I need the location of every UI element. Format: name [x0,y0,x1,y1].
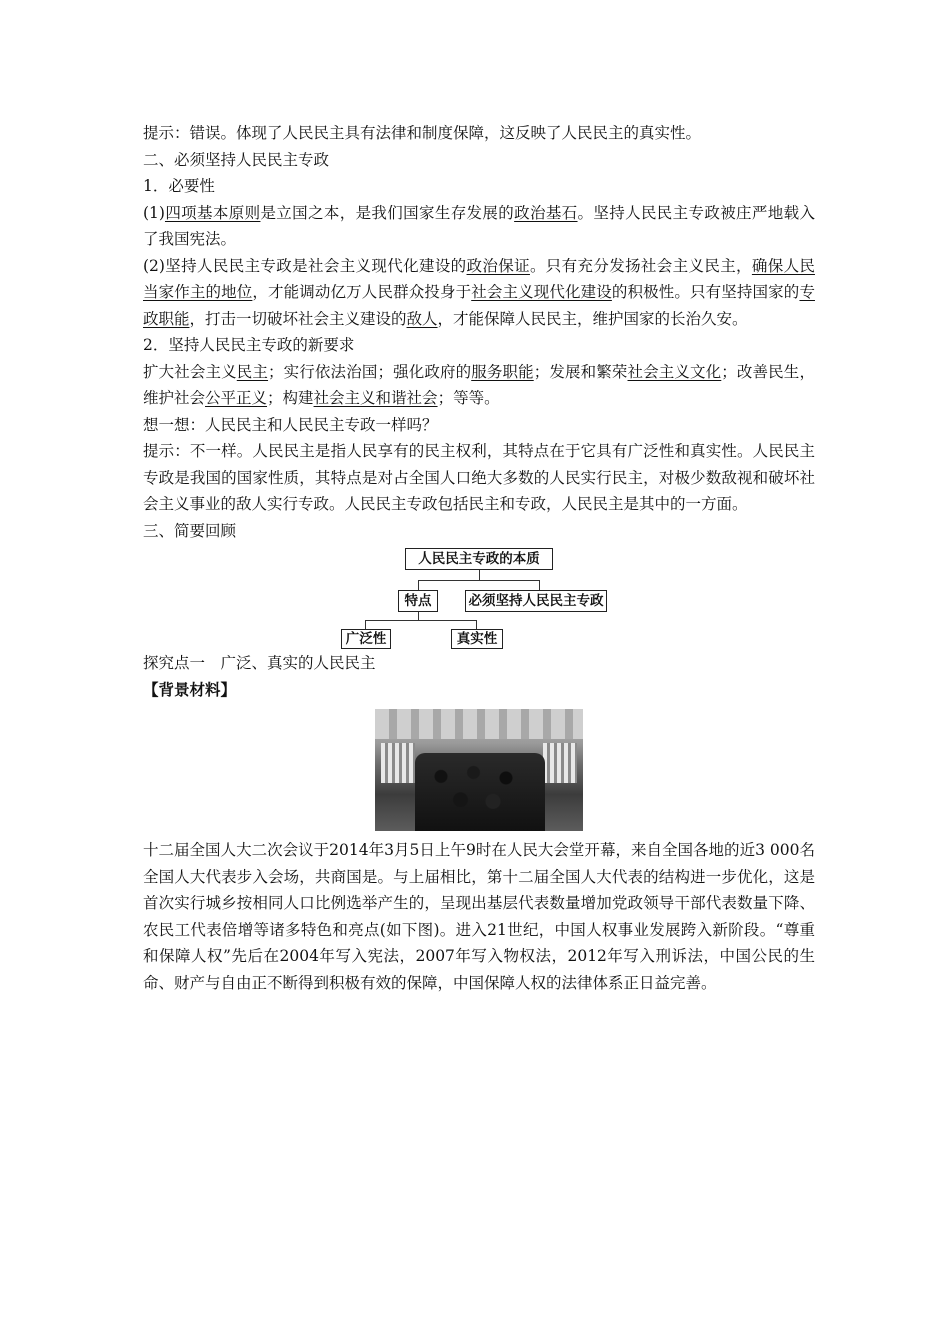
connector [476,620,477,629]
review-diagram [143,544,815,648]
hint-paragraph-1: 提示：错误。体现了人民民主具有法律和制度保障，这反映了人民民主的真实性。 [143,124,702,142]
photo-honor-guard-left [381,743,415,783]
photo-deputies [415,753,545,831]
photo-building [375,709,583,739]
connector [365,620,477,621]
connector [479,570,480,580]
diagram-leaf-real: 真实性 [451,629,503,649]
photo-honor-guard-right [543,743,577,783]
congress-photo [375,709,583,831]
connector [365,620,366,629]
hint-paragraph-2: 提示：不一样。人民民主是指人民享有的民主权利，其特点在于它具有广泛性和真实性。人民民主专政是我国的国家性质，其特点是对占全国人口绝大多数的人民实行民主，对极少数敌视和破坏社会主义事业的敌人实行专政。人民民主专政包括民主和专政，人民民主是其中的一方面。 [143,442,815,513]
diagram-root: 人民民主专政的本质 [405,548,553,570]
paragraph-necessity-2: (2)坚持人民民主专政是社会主义现代化建设的政治保证。只有充分发扬社会主义民主，确保人民当家作主的地位，才能调动亿万人民群众投身于社会主义现代化建设的积极性。只有坚持国家的专政职能，打击一切破坏社会主义建设的敌人，才能保障人民民主，维护国家的长治久安。 [143,256,815,328]
connector [418,580,419,590]
connector [539,580,540,590]
diagram-leaf-broad: 广泛性 [341,629,391,649]
subheading-necessity: 1．必要性 [143,177,215,195]
section-heading-3: 三、简要回顾 [143,521,237,540]
paragraph-new-requirements: 扩大社会主义民主；实行依法治国；强化政府的服务职能；发展和繁荣社会主义文化；改善民生，维护社会公平正义；构建社会主义和谐社会；等等。 [143,362,815,407]
diagram-node-features: 特点 [398,590,438,612]
connector [418,580,540,581]
background-paragraph: 十二届全国人大二次会议于2014年3月5日上午9时在人民大会堂开幕，来自全国各地的近3 000名全国人大代表步入会场，共商国是。与上届相比，第十二届全国人大代表的结构进一步优化，这是首次实行城乡按相同人口比例选举产生的，呈现出基层代表数量增加党政领导干部代表数量下降、农民工代表倍增等诸多特色和亮点(如下图)。进入21世纪，中国人权事业发展跨入新阶段。“尊重和保障人权”先后在2004年写入宪法，2007年写入物权法，2012年写入刑诉法，中国公民的生命、财产与自由正不断得到积极有效的保障，中国保障人权的法律体系正日益完善。 [143,841,815,992]
background-material-label: 【背景材料】 [143,679,237,699]
think-question: 想一想：人民民主和人民民主专政一样吗？ [143,415,438,434]
document-page [143,120,815,996]
subheading-new-requirements: 2．坚持人民民主专政的新要求 [143,336,355,354]
connector [418,612,419,620]
exploration-heading: 探究点一 广泛、真实的人民民主 [143,654,376,672]
paragraph-necessity-1: (1)四项基本原则是立国之本，是我们国家生存发展的政治基石。坚持人民民主专政被庄严地载入了我国宪法。 [143,203,815,248]
diagram-node-must-uphold: 必须坚持人民民主专政 [465,590,607,612]
section-heading-2: 二、必须坚持人民民主专政 [143,150,330,169]
